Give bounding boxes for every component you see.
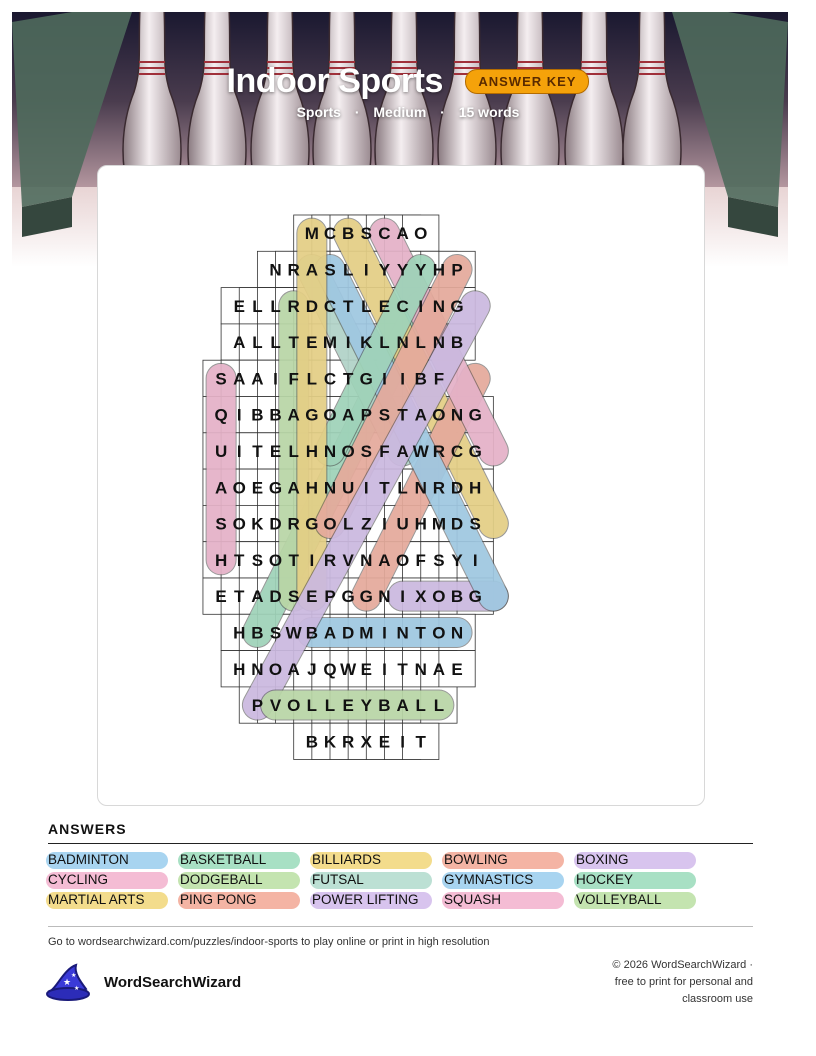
grid-letter: N <box>378 587 391 607</box>
grid-letter: S <box>360 441 372 461</box>
grid-letter: S <box>269 623 282 643</box>
grid-letter: G <box>468 587 482 607</box>
grid-letter: U <box>396 514 409 534</box>
grid-letter: A <box>233 369 246 389</box>
grid-letter: N <box>396 623 409 643</box>
grid-letter: R <box>323 550 337 570</box>
grid-letter: Y <box>360 696 372 716</box>
meta-separator: · <box>440 104 445 120</box>
grid-letter: N <box>432 296 446 316</box>
grid-letter: T <box>234 550 245 570</box>
grid-letter: E <box>378 296 391 316</box>
answer-word <box>312 891 419 909</box>
grid-letter: A <box>214 478 228 498</box>
grid-letter: Z <box>361 514 372 534</box>
grid-letter: O <box>432 587 446 607</box>
grid-letter: L <box>270 296 281 316</box>
grid-letter: I <box>400 369 405 389</box>
grid-letter: P <box>360 405 372 425</box>
grid-letter: O <box>323 405 337 425</box>
grid-letter: G <box>359 369 373 389</box>
grid-letter: I <box>472 550 478 570</box>
grid-letter: I <box>309 550 315 570</box>
grid-letter: I <box>236 441 242 461</box>
grid-letter: I <box>236 405 242 425</box>
grid-letter: P <box>251 696 264 716</box>
page-title: Indoor Sports <box>226 62 443 100</box>
grid-letter: O <box>232 514 246 534</box>
answer-word <box>180 851 266 869</box>
answer-word <box>180 871 263 889</box>
answer-label: BOWLING <box>444 852 508 867</box>
grid-letter: H <box>233 623 246 643</box>
grid-letter: E <box>233 296 245 316</box>
grid-letter: S <box>360 224 372 244</box>
grid-letter: M <box>322 333 338 353</box>
grid-letter: C <box>450 441 464 461</box>
grid-letter: T <box>288 333 299 353</box>
grid-letter: D <box>450 514 464 534</box>
grid-letter: S <box>433 550 445 570</box>
grid-letter: B <box>251 623 264 643</box>
answer-label: PING PONG <box>180 892 257 907</box>
grid-letter: W <box>285 623 302 643</box>
title-row <box>0 62 816 101</box>
grid-letter: I <box>400 587 405 607</box>
divider <box>48 926 753 927</box>
grid-letter: B <box>251 405 264 425</box>
grid-letter: O <box>287 696 301 716</box>
grid-letter: T <box>234 587 245 607</box>
svg-text:★: ★ <box>74 985 80 992</box>
grid-letter: T <box>415 623 426 643</box>
answer-label: DODGEBALL <box>180 872 263 887</box>
grid-letter: L <box>342 260 354 280</box>
divider <box>48 843 753 844</box>
grid-letter: L <box>415 696 426 716</box>
answer-word <box>48 871 108 889</box>
grid-letter: D <box>342 623 355 643</box>
grid-letter: R <box>287 260 300 280</box>
grid-letter: I <box>382 514 387 534</box>
grid-letter: O <box>268 659 283 679</box>
grid-letter: I <box>382 659 387 679</box>
grid-letter: R <box>287 514 300 534</box>
grid-letter: B <box>342 224 355 244</box>
grid-letter: O <box>432 623 446 643</box>
grid-letter: N <box>414 478 427 498</box>
grid-letter: L <box>306 369 318 389</box>
copyright-line: free to print for personal and <box>614 976 753 988</box>
grid-letter: G <box>341 587 355 607</box>
grid-letter: B <box>450 587 464 607</box>
grid-letter: I <box>400 732 405 752</box>
grid-letter: L <box>252 333 263 353</box>
grid-letter: L <box>397 478 408 498</box>
grid-letter: T <box>397 659 408 679</box>
grid-letter: V <box>342 550 354 570</box>
grid-letter: B <box>305 623 318 643</box>
grid-letter: B <box>450 333 464 353</box>
answer-word <box>576 851 629 869</box>
grid-letter: S <box>215 369 227 389</box>
meta-separator: · <box>354 104 360 120</box>
grid-letter: F <box>415 550 426 570</box>
grid-letter: Y <box>415 260 427 280</box>
grid-letter: N <box>414 659 427 679</box>
grid-letter: G <box>450 296 464 316</box>
grid-letter: K <box>251 514 264 534</box>
brand-name: WordSearchWizard <box>104 974 242 991</box>
grid-letter: J <box>307 659 317 679</box>
grid-letter: V <box>269 696 282 716</box>
grid-letter: W <box>340 659 357 679</box>
grid-letter: A <box>233 333 246 353</box>
grid-letter: E <box>306 587 318 607</box>
answer-label: MARTIAL ARTS <box>48 892 145 907</box>
grid-letter: I <box>363 260 369 280</box>
grid-letter: U <box>214 441 228 461</box>
grid-letter: G <box>305 514 319 534</box>
answer-label: SQUASH <box>444 892 502 907</box>
grid-letter: O <box>268 550 283 570</box>
grid-letter: O <box>232 478 246 498</box>
grid-letter: Q <box>214 405 228 425</box>
grid-letter: L <box>324 696 336 716</box>
grid-letter: I <box>345 333 351 353</box>
grid-letter: L <box>415 333 426 353</box>
grid-letter: T <box>397 405 408 425</box>
grid-letter: L <box>306 696 318 716</box>
grid-letter: N <box>432 333 446 353</box>
grid-letter: E <box>342 696 354 716</box>
footer-link-text: Go to wordsearchwizard.com/puzzles/indoor-sports to play online or print in high resolution <box>48 936 490 948</box>
grid-letter: B <box>414 369 427 389</box>
grid-letter: I <box>418 296 424 316</box>
answer-label: CYCLING <box>48 872 109 887</box>
grid-letter: A <box>342 405 355 425</box>
copyright-line: classroom use <box>682 993 753 1005</box>
grid-letter: E <box>360 659 372 679</box>
grid-letter: I <box>382 623 387 643</box>
grid-letter: L <box>252 296 263 316</box>
grid-letter: E <box>451 659 463 679</box>
grid-letter: L <box>270 333 281 353</box>
grid-letter: O <box>341 441 355 461</box>
answer-label: BOXING <box>576 852 629 867</box>
answer-word <box>48 891 145 909</box>
grid-letter: P <box>451 260 463 280</box>
svg-text:★: ★ <box>63 978 72 988</box>
grid-letter: T <box>252 441 263 461</box>
grid-letter: D <box>269 587 282 607</box>
grid-letter: Q <box>323 659 337 679</box>
answer-word <box>444 871 533 889</box>
grid-letter: A <box>396 696 409 716</box>
grid-letter: N <box>323 478 337 498</box>
grid-letter: R <box>342 732 355 752</box>
grid-letter: H <box>414 514 427 534</box>
grid-letter: T <box>288 550 299 570</box>
grid-letter: I <box>382 369 387 389</box>
grid-letter: O <box>323 514 337 534</box>
grid-letter: G <box>305 405 319 425</box>
grid-letter: E <box>378 732 391 752</box>
answer-word <box>444 891 501 909</box>
category-label: Sports <box>296 104 341 120</box>
grid-letter: H <box>305 478 318 498</box>
grid-letter: T <box>342 369 354 389</box>
grid-letter: E <box>251 478 264 498</box>
grid-letter: S <box>378 405 391 425</box>
word-search-grid <box>98 166 704 805</box>
grid-letter: N <box>450 623 464 643</box>
grid-letter: D <box>269 514 282 534</box>
answer-label: BILLIARDS <box>312 852 382 867</box>
answer-word <box>444 851 508 869</box>
grid-letter: E <box>306 333 318 353</box>
grid-letter: E <box>269 441 282 461</box>
answers-heading: ANSWERS <box>48 821 127 837</box>
grid-letter: N <box>396 333 409 353</box>
answer-word <box>576 891 662 909</box>
grid-letter: Y <box>396 260 409 280</box>
grid-letter: A <box>287 478 300 498</box>
grid-letter: S <box>324 260 336 280</box>
grid-letter: C <box>378 224 391 244</box>
answer-label: BASKETBALL <box>180 852 267 867</box>
grid-letter: G <box>359 587 373 607</box>
grid-letter: H <box>432 260 446 280</box>
grid-letter: S <box>251 550 264 570</box>
grid-letter: M <box>431 514 446 534</box>
grid-letter: C <box>396 296 409 316</box>
grid-letter: S <box>215 514 227 534</box>
grid-letter: Y <box>451 550 463 570</box>
answer-word <box>312 871 364 889</box>
grid-letter: N <box>360 550 373 570</box>
grid-letter: U <box>342 478 355 498</box>
answer-label: POWER LIFTING <box>312 892 419 907</box>
grid-letter: B <box>378 696 391 716</box>
grid-letter: M <box>304 224 319 244</box>
grid-letter: B <box>269 405 282 425</box>
answer-word <box>180 891 257 909</box>
answer-word <box>576 871 633 889</box>
grid-letter: X <box>360 732 372 752</box>
grid-letter: F <box>433 369 445 389</box>
grid-letter: H <box>233 659 246 679</box>
grid-letter: A <box>378 550 391 570</box>
grid-letter: A <box>396 224 409 244</box>
grid-letter: D <box>305 296 318 316</box>
grid-letter: A <box>251 369 264 389</box>
grid-letter: L <box>288 441 299 461</box>
answer-label: BADMINTON <box>48 852 129 867</box>
answer-label: FUTSAL <box>312 872 364 887</box>
grid-letter: H <box>305 441 318 461</box>
grid-letter: T <box>415 732 426 752</box>
grid-letter: N <box>323 441 337 461</box>
grid-letters <box>214 224 481 751</box>
grid-letter: P <box>324 587 336 607</box>
grid-letter: F <box>379 441 390 461</box>
grid-letter: N <box>450 405 464 425</box>
grid-letter: O <box>395 550 410 570</box>
grid-letter: A <box>414 405 427 425</box>
answer-label: GYMNASTICS <box>444 872 534 887</box>
grid-letter: W <box>412 441 429 461</box>
grid-letter: T <box>379 478 390 498</box>
svg-text:★: ★ <box>71 972 77 979</box>
grid-letter: L <box>342 514 354 534</box>
grid-letter: A <box>432 659 446 679</box>
grid-letter: R <box>432 441 446 461</box>
wizard-hat-icon <box>46 963 92 1008</box>
grid-letter: K <box>323 732 337 752</box>
answer-label: VOLLEYBALL <box>576 892 662 907</box>
grid-letter: S <box>288 587 300 607</box>
answer-key-badge: ANSWER KEY <box>465 69 589 94</box>
grid-letter: A <box>287 405 300 425</box>
grid-letter: S <box>469 514 481 534</box>
grid-letter: G <box>468 441 482 461</box>
word-count-label: 15 words <box>458 104 520 120</box>
grid-letter: G <box>268 478 283 498</box>
grid-letter: C <box>323 369 337 389</box>
grid-letter: A <box>323 623 337 643</box>
grid-letter: L <box>379 333 390 353</box>
grid-letter: O <box>432 405 446 425</box>
grid-letter: C <box>323 224 337 244</box>
grid-letter: I <box>363 478 369 498</box>
grid-letter: L <box>361 296 372 316</box>
grid-letter: K <box>360 333 373 353</box>
puzzle-meta <box>0 104 816 120</box>
copyright-notice <box>553 957 753 1008</box>
copyright-line: © 2026 WordSearchWizard · <box>612 959 753 971</box>
grid-letter: L <box>433 696 445 716</box>
grid-letter: N <box>269 260 282 280</box>
grid-letter: H <box>214 550 228 570</box>
grid-letter: B <box>305 732 318 752</box>
answer-word <box>312 851 381 869</box>
grid-letter: R <box>287 296 300 316</box>
grid-letter: R <box>432 478 446 498</box>
grid-letter: O <box>414 224 428 244</box>
grid-letter: C <box>323 296 337 316</box>
grid-letter: E <box>215 587 227 607</box>
grid-letter: M <box>359 623 374 643</box>
grid-letter: N <box>251 659 264 679</box>
grid-letter: D <box>450 478 464 498</box>
grid-letter: A <box>251 587 264 607</box>
grid-letter: G <box>468 405 482 425</box>
grid-letter: A <box>287 659 300 679</box>
grid-letter: A <box>396 441 409 461</box>
grid-letter: T <box>342 296 354 316</box>
grid-letter: I <box>273 369 278 389</box>
grid-letter: Y <box>378 260 391 280</box>
answer-label: HOCKEY <box>576 872 634 887</box>
grid-letter: X <box>415 587 427 607</box>
difficulty-label: Medium <box>373 104 427 120</box>
grid-letter: H <box>469 478 482 498</box>
grid-letter: A <box>305 260 318 280</box>
puzzle-card <box>97 165 705 806</box>
grid-letter: F <box>288 369 299 389</box>
answer-word <box>48 851 129 869</box>
